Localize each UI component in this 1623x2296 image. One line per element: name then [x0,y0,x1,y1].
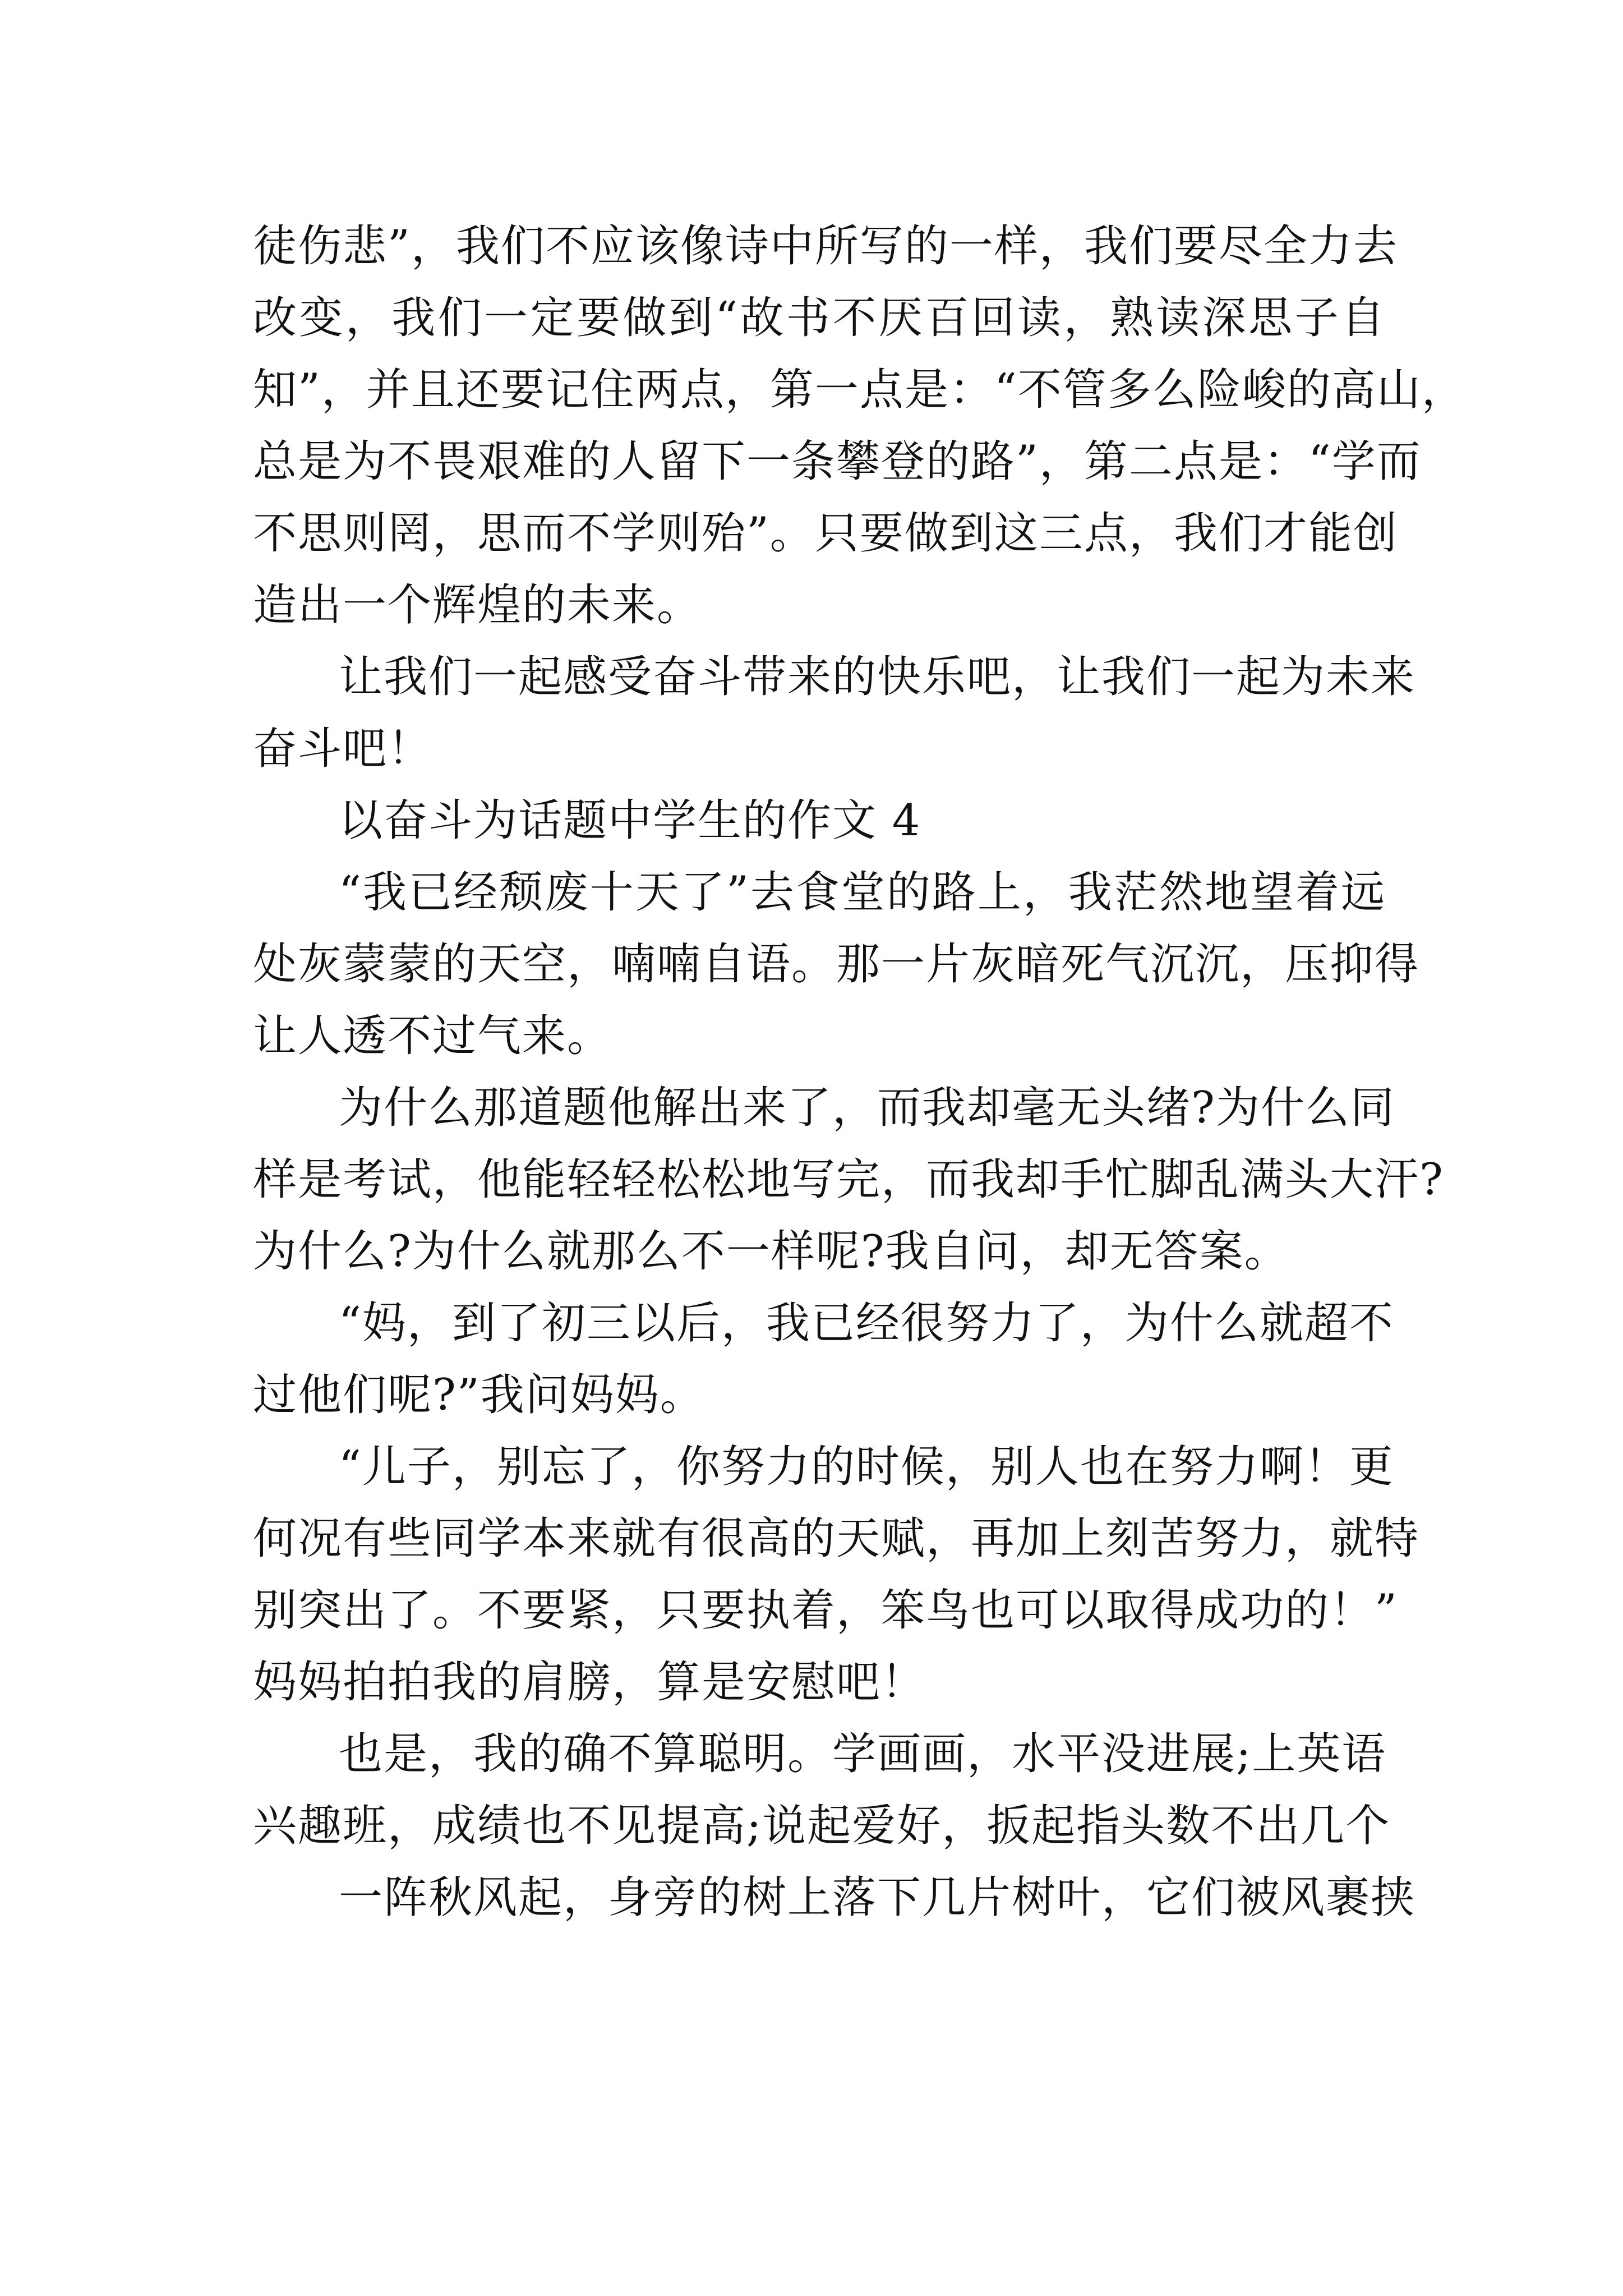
text-line: 过他们呢?”我问妈妈。 [253,1370,705,1420]
text-line: 知”，并且还要记住两点，第一点是：“不管多么险峻的高山， [253,365,1467,415]
text-line: 奋斗吧！ [253,724,433,774]
text-line: 别突出了。不要紧，只要执着，笨鸟也可以取得成功的！” [253,1585,1398,1636]
text-line: 让我们一起感受奋斗带来的快乐吧，让我们一起为未来 [339,652,1416,702]
text-line: 造出一个辉煌的未来。 [253,580,702,631]
text-line: 让人透不过气来。 [253,1011,612,1061]
text-line: 样是考试，他能轻轻松松地写完，而我却手忙脚乱满头大汗? [253,1154,1444,1205]
text-line: “妈，到了初三以后，我已经很努力了，为什么就超不 [339,1298,1394,1349]
text-line: “我已经颓废十天了”去食堂的路上，我茫然地望着远 [339,867,1386,918]
section-heading: 以奋斗为话题中学生的作文 4 [339,795,921,846]
text-line: 徒伤悲”，我们不应该像诗中所写的一样，我们要尽全力去 [253,221,1398,272]
text-line: 不思则罔，思而不学则殆”。只要做到这三点，我们才能创 [253,508,1398,559]
text-line: 为什么那道题他解出来了，而我却毫无头绪?为什么同 [339,1083,1395,1133]
text-line: 改变，我们一定要做到“故书不厌百回读，熟读深思子自 [253,293,1386,343]
text-line: 一阵秋风起，身旁的树上落下几片树叶，它们被风裹挟 [339,1872,1416,1923]
text-line: 何况有些同学本来就有很高的天赋，再加上刻苦努力，就特 [253,1513,1420,1564]
text-line: 总是为不畏艰难的人留下一条攀登的路”，第二点是：“学而 [253,436,1422,487]
text-line: 处灰蒙蒙的天空，喃喃自语。那一片灰暗死气沉沉，压抑得 [253,939,1420,990]
text-line: “儿子，别忘了，你努力的时候，别人也在努力啊！更 [339,1442,1394,1492]
text-line: 妈妈拍拍我的肩膀，算是安慰吧！ [253,1657,926,1708]
text-line: 也是，我的确不算聪明。学画画，水平没进展;上英语 [339,1729,1387,1779]
text-line: 兴趣班，成绩也不见提高;说起爱好，扳起指头数不出几个 [253,1801,1391,1851]
text-line: 为什么?为什么就那么不一样呢?我自问，却无答案。 [253,1226,1289,1277]
